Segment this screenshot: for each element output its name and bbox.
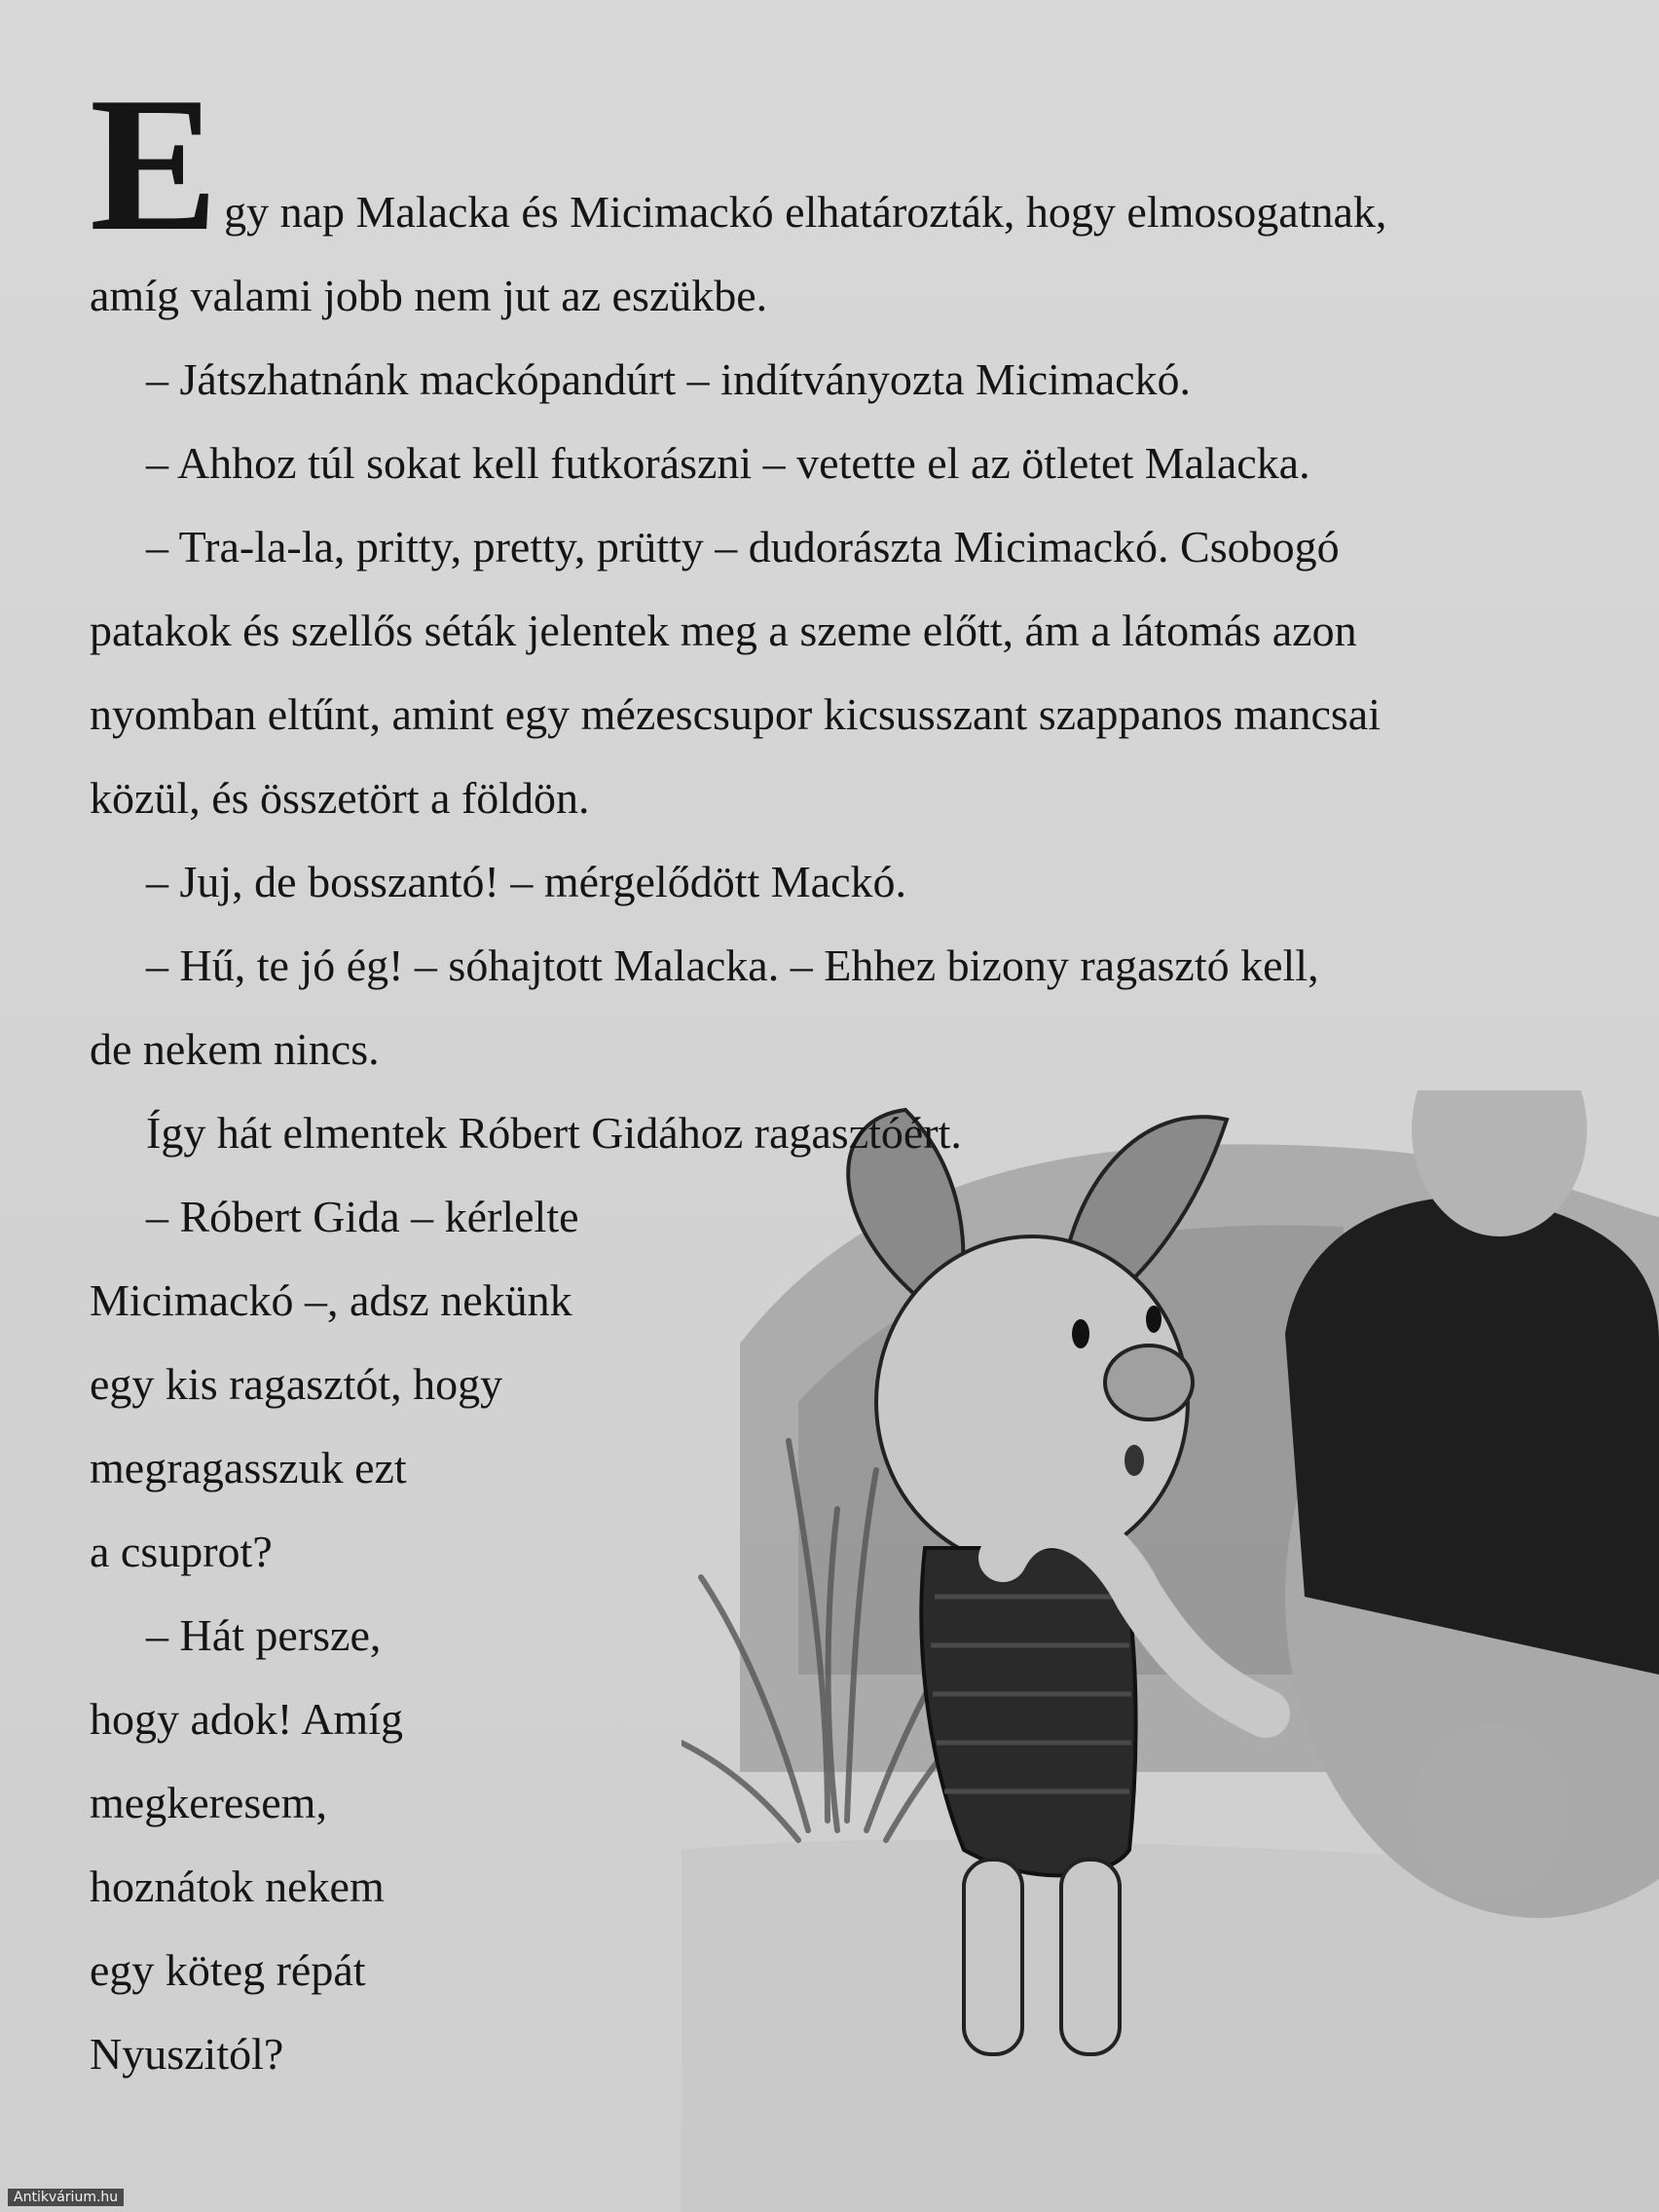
story-line: Így hát elmentek Róbert Gidához ragasztóért. xyxy=(146,1108,962,1158)
story-line: nyomban eltűnt, amint egy mézescsupor kicsusszant szappanos mancsai xyxy=(90,689,1381,739)
story-line: – Róbert Gida – kérlelte xyxy=(146,1192,579,1241)
opening-paragraph xyxy=(90,57,1608,271)
story-line: közül, és összetört a földön. xyxy=(90,773,590,823)
watermark: Antikvárium.hu xyxy=(8,2189,124,2206)
story-text xyxy=(90,57,1608,2096)
story-line: – Tra-la-la, pritty, pretty, prütty – dudorászta Micimackó. Csobogó xyxy=(146,522,1340,571)
story-line: – Juj, de bosszantó! – mérgelődött Mackó. xyxy=(146,857,907,906)
story-line: Micimackó –, adsz nekünk xyxy=(90,1275,572,1325)
story-line: patakok és szellős séták jelentek meg a szeme előtt, ám a látomás azon xyxy=(90,606,1357,655)
story-line: hogy adok! Amíg xyxy=(90,1694,403,1744)
story-line: – Ahhoz túl sokat kell futkorászni – vetette el az ötletet Malacka. xyxy=(146,438,1310,488)
story-line: – Játszhatnánk mackópandúrt – indítványozta Micimackó. xyxy=(146,354,1192,404)
story-line: gy nap Malacka és Micimackó elhatározták, hogy elmosogatnak, xyxy=(224,187,1387,237)
story-line: de nekem nincs. xyxy=(90,1024,380,1074)
story-line: megragasszuk ezt xyxy=(90,1443,407,1493)
story-line: – Hű, te jó ég! – sóhajtott Malacka. – Ehhez bizony ragasztó kell, xyxy=(146,940,1319,990)
drop-cap: E xyxy=(90,57,215,271)
story-line: Nyuszitól? xyxy=(90,2029,284,2079)
story-line: a csuprot? xyxy=(90,1527,273,1576)
story-line: amíg valami jobb nem jut az eszükbe. xyxy=(90,271,768,320)
story-line: egy kis ragasztót, hogy xyxy=(90,1359,503,1409)
story-line: megkeresem, xyxy=(90,1778,327,1827)
story-line: egy köteg répát xyxy=(90,1945,366,1995)
story-line: hoznátok nekem xyxy=(90,1862,385,1911)
story-line: – Hát persze, xyxy=(146,1610,382,1660)
